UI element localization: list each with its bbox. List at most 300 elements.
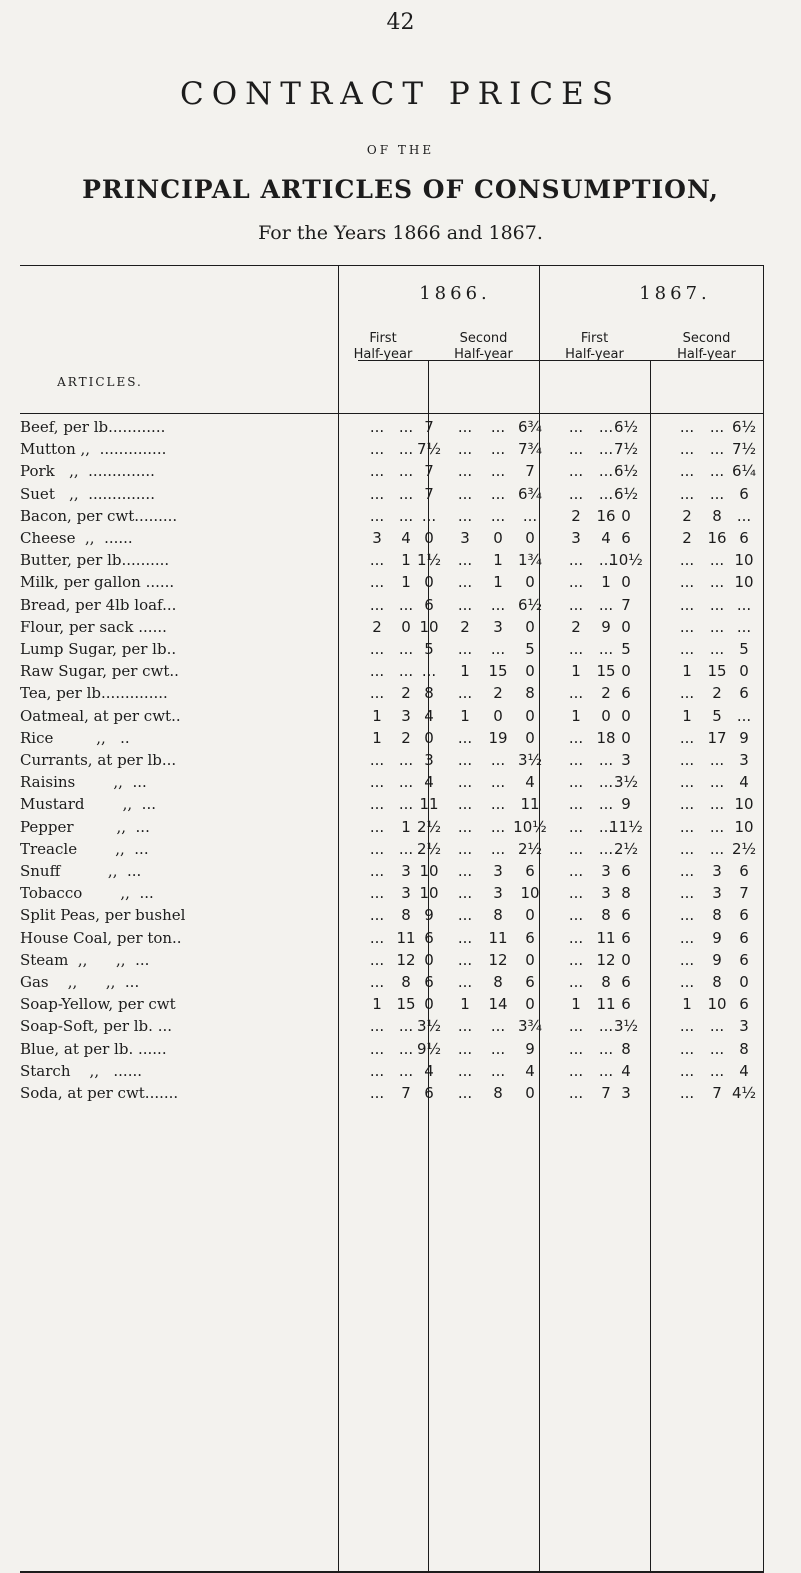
price-cell: ...: [457, 573, 473, 592]
price-cell: ...: [568, 462, 584, 481]
price-cell: 1: [571, 995, 581, 1014]
price-cell: 9: [712, 928, 722, 947]
price-cell: ...: [598, 839, 614, 858]
price-cell: 6¾: [517, 484, 543, 503]
price-cell: 4: [601, 529, 611, 547]
price-cell: 8: [493, 1084, 503, 1102]
price-cell: ...: [598, 1039, 614, 1058]
price-cell: ...: [398, 1039, 414, 1058]
price-cell: 6: [621, 862, 631, 880]
price-cell: 3½: [613, 773, 639, 792]
price-cell: ...: [369, 684, 385, 703]
table-row: [20, 861, 764, 881]
price-cell: ...: [369, 440, 385, 459]
price-cell: 6: [424, 973, 434, 991]
price-cell: ...: [457, 973, 473, 991]
price-cell: 0: [525, 728, 535, 747]
price-cell: ...: [709, 462, 725, 481]
title-connector: OF THE: [366, 143, 435, 157]
price-cell: ...: [679, 973, 695, 991]
price-cell: ...: [598, 1061, 614, 1080]
price-cell: 0: [525, 1084, 535, 1102]
price-cell: ...: [598, 795, 614, 814]
price-cell: ...: [457, 884, 473, 903]
price-cell: ...: [369, 595, 385, 614]
article-label: Milk, per gallon ......: [20, 573, 175, 592]
price-cell: 2: [601, 684, 611, 703]
price-cell: ...: [457, 751, 473, 769]
price-cell: 6: [739, 529, 749, 547]
price-cell: 1: [493, 551, 503, 570]
price-cell: 3: [493, 617, 503, 636]
article-label: Tea, per lb..............: [20, 684, 168, 703]
price-cell: ...: [457, 817, 473, 836]
price-cell: 11: [396, 928, 416, 947]
article-label: Suet ,, ..............: [20, 484, 155, 503]
price-cell: 11½: [609, 817, 643, 836]
price-cell: ...: [457, 795, 473, 814]
price-cell: 0: [525, 573, 535, 592]
price-cell: ...: [457, 928, 473, 947]
price-cell: ...: [490, 440, 506, 459]
price-cell: 7¾: [517, 440, 543, 459]
price-cell: ...: [369, 817, 385, 836]
price-cell: 0: [493, 529, 503, 547]
price-cell: ...: [568, 484, 584, 503]
price-cell: 0: [525, 617, 535, 636]
page-title: CONTRACT PRICES: [180, 76, 621, 112]
price-cell: ...: [679, 950, 695, 969]
article-label: Soda, at per cwt.......: [20, 1084, 179, 1102]
half-year-header: Second Half-year: [454, 331, 513, 362]
article-label: Currants, at per lb...: [20, 751, 177, 769]
price-cell: ...: [568, 728, 584, 747]
price-cell: 8: [601, 973, 611, 991]
price-cell: 3½: [416, 1017, 442, 1036]
price-cell: ...: [490, 817, 506, 836]
price-cell: ...: [369, 484, 385, 503]
price-cell: 5: [712, 706, 722, 725]
price-cell: ...: [679, 418, 695, 436]
price-cell: ...: [369, 928, 385, 947]
half-year-header: First Half-year: [565, 331, 624, 362]
price-cell: 1: [401, 573, 411, 592]
price-cell: 6½: [613, 484, 639, 503]
article-label: Oatmeal, at per cwt..: [20, 706, 181, 725]
price-cell: 3: [739, 751, 749, 769]
price-cell: ...: [568, 751, 584, 769]
price-cell: ...: [679, 795, 695, 814]
page-number: 42: [386, 10, 415, 35]
price-cell: 0: [424, 995, 434, 1014]
price-cell: ...: [709, 418, 725, 436]
price-cell: 7: [424, 484, 434, 503]
price-cell: 6¼: [731, 462, 757, 481]
price-cell: ...: [679, 1084, 695, 1102]
price-cell: 3½: [517, 751, 543, 769]
year-header-1866: 1866.: [419, 283, 491, 304]
price-cell: 3: [601, 884, 611, 903]
price-cell: ...: [709, 440, 725, 459]
price-cell: 9: [424, 906, 434, 925]
price-cell: 0: [621, 728, 631, 747]
articles-header: ARTICLES.: [57, 375, 143, 389]
price-cell: ...: [568, 1061, 584, 1080]
price-cell: 1: [460, 706, 470, 725]
price-cell: ...: [522, 506, 538, 525]
price-cell: 10: [419, 884, 439, 903]
price-cell: ...: [679, 462, 695, 481]
price-cell: ...: [679, 1039, 695, 1058]
price-cell: 2: [401, 684, 411, 703]
price-cell: ...: [568, 595, 584, 614]
price-cell: 6½: [613, 418, 639, 436]
price-cell: 7: [525, 462, 535, 481]
price-cell: 0: [525, 950, 535, 969]
price-cell: ...: [679, 551, 695, 570]
price-cell: 7: [401, 1084, 411, 1102]
price-cell: 1: [460, 662, 470, 681]
price-cell: 2: [712, 684, 722, 703]
price-cell: 0: [621, 706, 631, 725]
price-cell: 5: [525, 640, 535, 658]
price-cell: 0: [424, 529, 434, 547]
price-cell: 4½: [731, 1084, 757, 1102]
price-cell: 18: [596, 728, 616, 747]
table-row: [20, 683, 764, 703]
price-cell: 1: [601, 573, 611, 592]
price-cell: 5: [424, 640, 434, 658]
table-row: [20, 1083, 764, 1103]
price-cell: 9: [712, 950, 722, 969]
price-cell: 12: [396, 950, 416, 969]
price-cell: 6: [739, 906, 749, 925]
table-row: [20, 1061, 764, 1081]
price-cell: 3: [621, 1084, 631, 1102]
price-cell: 1: [571, 706, 581, 725]
price-cell: 10½: [609, 551, 643, 570]
price-cell: 4: [739, 1061, 749, 1080]
price-cell: 8: [493, 973, 503, 991]
price-cell: 7½: [731, 440, 757, 459]
price-cell: 7: [424, 418, 434, 436]
price-cell: ...: [709, 573, 725, 592]
price-cell: ...: [568, 573, 584, 592]
price-cell: 7: [621, 595, 631, 614]
price-cell: 6: [525, 928, 535, 947]
price-cell: 8: [424, 684, 434, 703]
article-label: Raw Sugar, per cwt..: [20, 662, 179, 681]
table-row: [20, 928, 764, 948]
article-label: Split Peas, per bushel: [20, 906, 186, 925]
price-cell: ...: [457, 440, 473, 459]
price-cell: 9½: [416, 1039, 442, 1058]
price-cell: ...: [679, 1017, 695, 1036]
price-cell: ...: [457, 1017, 473, 1036]
price-cell: ...: [568, 928, 584, 947]
price-cell: ...: [490, 640, 506, 658]
article-label: Lump Sugar, per lb..: [20, 640, 177, 658]
price-cell: 7: [601, 1084, 611, 1102]
price-cell: 0: [621, 506, 631, 525]
price-cell: ...: [568, 684, 584, 703]
price-cell: 0: [739, 662, 749, 681]
price-cell: ...: [369, 906, 385, 925]
price-cell: 6: [525, 973, 535, 991]
price-cell: 3: [571, 529, 581, 547]
price-cell: 2: [571, 617, 581, 636]
article-label: Cheese ,, ......: [20, 529, 133, 547]
price-cell: 8: [712, 973, 722, 991]
price-cell: 0: [424, 950, 434, 969]
price-cell: 8: [621, 884, 631, 903]
price-cell: 1½: [416, 551, 442, 570]
price-cell: ...: [679, 484, 695, 503]
price-cell: ...: [679, 839, 695, 858]
price-cell: 0: [621, 950, 631, 969]
article-label: Bread, per 4lb loaf...: [20, 595, 177, 614]
price-cell: ...: [457, 906, 473, 925]
article-label: Mutton ,, ..............: [20, 440, 167, 459]
price-cell: ...: [568, 884, 584, 903]
price-cell: 14: [488, 995, 508, 1014]
price-cell: ...: [369, 573, 385, 592]
price-cell: 8: [712, 906, 722, 925]
article-label: Snuff ,, ...: [20, 862, 142, 880]
price-cell: 10: [734, 817, 754, 836]
article-label: Starch ,, ......: [20, 1061, 142, 1080]
price-cell: 2: [460, 617, 470, 636]
price-cell: ...: [679, 440, 695, 459]
price-cell: ...: [679, 862, 695, 880]
price-cell: 3: [493, 884, 503, 903]
price-cell: 1: [493, 573, 503, 592]
price-cell: 9: [621, 795, 631, 814]
price-cell: 11: [520, 795, 540, 814]
table-row: [20, 617, 764, 637]
price-cell: 5: [739, 640, 749, 658]
table-row: [20, 883, 764, 903]
price-cell: 2½: [416, 817, 442, 836]
price-cell: ...: [679, 1061, 695, 1080]
table-row: [20, 750, 764, 770]
price-cell: ...: [457, 1061, 473, 1080]
price-cell: ...: [457, 462, 473, 481]
table-row: [20, 417, 764, 437]
price-cell: ...: [398, 484, 414, 503]
price-cell: 8: [401, 973, 411, 991]
price-cell: ...: [490, 484, 506, 503]
table-row: [20, 905, 764, 925]
price-cell: ...: [369, 1061, 385, 1080]
price-cell: ...: [709, 640, 725, 658]
price-cell: ...: [398, 1061, 414, 1080]
price-cell: 3: [712, 884, 722, 903]
price-cell: 7: [739, 884, 749, 903]
price-cell: 11: [596, 928, 616, 947]
price-cell: 0: [525, 662, 535, 681]
price-cell: 6½: [517, 595, 543, 614]
price-cell: 6: [621, 684, 631, 703]
price-cell: ...: [490, 795, 506, 814]
price-cell: ...: [398, 751, 414, 769]
article-label: Beef, per lb............: [20, 418, 166, 436]
price-cell: 2: [493, 684, 503, 703]
price-cell: ...: [457, 773, 473, 792]
price-cell: ...: [398, 640, 414, 658]
price-cell: ...: [598, 440, 614, 459]
article-label: Pepper ,, ...: [20, 817, 150, 836]
price-cell: ...: [568, 973, 584, 991]
price-cell: ...: [457, 950, 473, 969]
price-cell: ...: [709, 551, 725, 570]
price-cell: ...: [568, 839, 584, 858]
page-subtitle: PRINCIPAL ARTICLES OF CONSUMPTION,: [82, 175, 719, 204]
article-label: Steam ,, ,, ...: [20, 950, 150, 969]
price-cell: ...: [598, 484, 614, 503]
price-cell: ...: [568, 795, 584, 814]
price-cell: 4: [424, 706, 434, 725]
price-cell: 8: [621, 1039, 631, 1058]
price-cell: ...: [490, 418, 506, 436]
table-row: [20, 706, 764, 726]
price-cell: ...: [457, 551, 473, 570]
price-cell: 0: [424, 728, 434, 747]
price-cell: ...: [679, 573, 695, 592]
price-cell: 6: [739, 995, 749, 1014]
price-cell: ...: [490, 462, 506, 481]
price-cell: ...: [568, 418, 584, 436]
price-cell: ...: [457, 640, 473, 658]
price-cell: 0: [739, 973, 749, 991]
table-row: [20, 1039, 764, 1059]
price-cell: ...: [457, 728, 473, 747]
price-cell: ...: [709, 484, 725, 503]
table-row: [20, 484, 764, 504]
price-cell: 3: [621, 751, 631, 769]
price-cell: ...: [398, 440, 414, 459]
price-cell: 0: [621, 662, 631, 681]
price-cell: 1¾: [517, 551, 543, 570]
price-cell: 2½: [731, 839, 757, 858]
article-label: House Coal, per ton..: [20, 928, 182, 947]
half-year-header: Second Half-year: [677, 331, 736, 362]
price-cell: ...: [568, 1017, 584, 1036]
price-cell: ...: [679, 728, 695, 747]
article-label: Butter, per lb..........: [20, 551, 170, 570]
price-cell: 7½: [613, 440, 639, 459]
price-cell: 3: [372, 529, 382, 547]
price-cell: ...: [598, 751, 614, 769]
price-cell: ...: [568, 817, 584, 836]
price-cell: ...: [679, 751, 695, 769]
price-cell: 4: [401, 529, 411, 547]
price-cell: ...: [679, 684, 695, 703]
price-cell: 10: [520, 884, 540, 903]
price-cell: 3: [601, 862, 611, 880]
price-cell: 16: [707, 529, 727, 547]
price-cell: ...: [568, 773, 584, 792]
price-cell: ...: [598, 640, 614, 658]
price-cell: ...: [598, 418, 614, 436]
price-cell: 10½: [513, 817, 547, 836]
price-cell: 7: [712, 1084, 722, 1102]
half-year-header: First Half-year: [353, 331, 413, 362]
price-cell: ...: [490, 506, 506, 525]
price-cell: 7½: [416, 440, 442, 459]
price-cell: 0: [525, 995, 535, 1014]
price-cell: 9: [525, 1039, 535, 1058]
price-cell: ...: [598, 462, 614, 481]
price-cell: ...: [598, 551, 614, 570]
price-cell: 3½: [613, 1017, 639, 1036]
price-cell: 10: [419, 862, 439, 880]
price-cell: 1: [571, 662, 581, 681]
table-row: [20, 972, 764, 992]
article-label: Soap-Soft, per lb. ...: [20, 1017, 172, 1036]
price-cell: 4: [621, 1061, 631, 1080]
price-cell: ...: [568, 950, 584, 969]
price-cell: ...: [369, 973, 385, 991]
price-cell: ...: [568, 1084, 584, 1102]
price-cell: ...: [709, 617, 725, 636]
price-cell: 2: [682, 506, 692, 525]
price-cell: 6¾: [517, 418, 543, 436]
price-cell: ...: [598, 595, 614, 614]
table-row: [20, 817, 764, 837]
price-cell: 19: [488, 728, 508, 747]
price-cell: ...: [736, 706, 752, 725]
table-row: [20, 528, 764, 548]
price-cell: ...: [457, 484, 473, 503]
article-label: Tobacco ,, ...: [20, 884, 154, 903]
price-cell: 5: [621, 640, 631, 658]
table-row: [20, 794, 764, 814]
price-cell: 8: [493, 906, 503, 925]
article-label: Flour, per sack ......: [20, 617, 167, 636]
price-cell: ...: [398, 795, 414, 814]
price-cell: ...: [369, 884, 385, 903]
price-cell: 6: [424, 595, 434, 614]
price-cell: 7: [424, 462, 434, 481]
price-cell: ...: [457, 839, 473, 858]
price-cell: 3: [493, 862, 503, 880]
price-cell: ...: [709, 1061, 725, 1080]
price-cell: 0: [621, 573, 631, 592]
table-row: [20, 550, 764, 570]
article-label: Raisins ,, ...: [20, 773, 147, 792]
price-cell: ...: [568, 1039, 584, 1058]
price-cell: 1: [372, 995, 382, 1014]
article-label: Mustard ,, ...: [20, 795, 156, 814]
price-cell: 11: [596, 995, 616, 1014]
price-cell: ...: [568, 551, 584, 570]
price-cell: ...: [369, 773, 385, 792]
price-cell: 3: [460, 529, 470, 547]
price-cell: ...: [679, 640, 695, 658]
price-cell: 10: [734, 573, 754, 592]
years-caption: For the Years 1866 and 1867.: [258, 222, 543, 244]
table-row: [20, 839, 764, 859]
price-cell: 0: [401, 617, 411, 636]
table-row: [20, 728, 764, 748]
price-cell: 3: [712, 862, 722, 880]
price-cell: ...: [457, 1039, 473, 1058]
article-label: Gas ,, ,, ...: [20, 973, 140, 991]
price-cell: ...: [679, 928, 695, 947]
price-cell: ...: [398, 773, 414, 792]
table-row: [20, 506, 764, 526]
